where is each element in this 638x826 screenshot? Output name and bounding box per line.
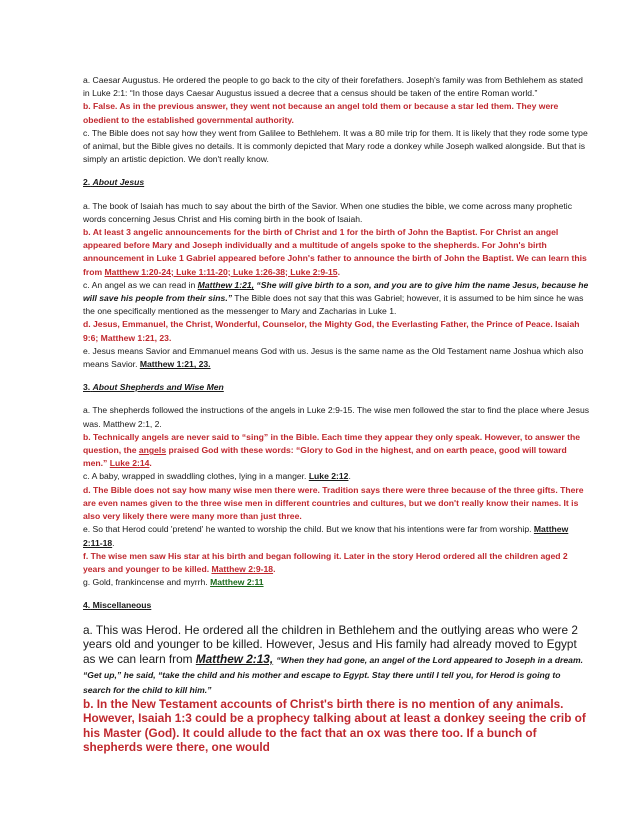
answer-3c-text: c. A baby, wrapped in swaddling clothes, lying in a manger. — [83, 471, 307, 482]
answer-3b-end: . — [149, 458, 152, 469]
answer-2d: d. Jesus, Emmanuel, the Christ, Wonderful, Counselor, the Mighty God, the Everlasting Father, the Prince of Peace. Isaiah 9:6; Matthew 1:21, 23. — [83, 319, 580, 343]
answer-2c-pre: c. An angel as we can read in — [83, 279, 196, 290]
answer-2e-text: e. Jesus means Savior and Emmanuel means God with us. Jesus is the same name as the Old Testament name Joshua which also means Savior. — [83, 345, 584, 370]
section-2-heading — [83, 176, 590, 189]
answer-3b-ref[interactable]: Luke 2:14 — [109, 458, 150, 469]
answer-3f-end: . — [273, 563, 276, 574]
section-4-number: 4. — [83, 600, 91, 611]
answer-2b-end: . — [337, 266, 340, 277]
answer-3f-text: f. The wise men saw His star at his birth and began following it. Later in the story Herod ordered all the children aged 2 years and younger to be killed. — [83, 550, 568, 574]
section-4-heading — [83, 599, 590, 612]
section-2-title: About Jesus — [92, 177, 145, 188]
section-3-heading — [83, 381, 590, 394]
answer-3g-text: g. Gold, frankincense and myrrh. — [83, 577, 208, 588]
answer-2c-ref[interactable]: Matthew 1:21, — [197, 279, 255, 290]
section-4-title: Miscellaneous — [92, 600, 152, 611]
answer-3e-end: . — [112, 537, 115, 548]
answer-2b-refs[interactable]: Matthew 1:20-24; Luke 1:11-20; Luke 1:26-38; Luke 2:9-15 — [104, 266, 338, 277]
answer-3c-ref[interactable]: Luke 2:12 — [308, 471, 349, 482]
answer-2c-post: The Bible does not say that this was Gabriel; however, it is assumed to be him since he was the one specifically mentioned as the messenger to Mary and Zacharias in Luke 1. — [83, 293, 584, 317]
answer-1c: c. The Bible does not say how they went from Galilee to Bethlehem. It was a 80 mile trip for them. It is likely that they rode some type of animal, but the Bible gives no details. It is commonly depicted that Mary rode a donkey while Joseph walked alongside. But that is simply an artistic depiction. We don't really know. — [83, 127, 588, 165]
answer-3f-ref[interactable]: Matthew 2:9-18 — [211, 563, 274, 574]
answer-3e-ref[interactable]: Matthew 2:11-18 — [83, 524, 569, 548]
answer-3c-end: . — [348, 471, 351, 482]
answer-3e — [83, 523, 590, 549]
answer-4a-text: a. This was Herod. He ordered all the children in Bethlehem and the outlying areas who were 2 years old and younger to be killed. However, Jesus and His family had already moved to Egypt as we can learn from — [83, 622, 578, 666]
answer-3e-text: e. So that Herod could 'pretend' he wanted to worship the child. But we know that his intentions were far from worship. — [83, 524, 532, 535]
answer-1a: a. Caesar Augustus. He ordered the people to go back to the city of their forefathers. Joseph's family was from Bethlehem as stated in Luke 2:1: “In those days Caesar Augustus issued a decree that a census should be taken of the entire Roman world.” — [83, 75, 583, 99]
answer-4a — [83, 623, 590, 697]
answer-2b-text: b. At least 3 angelic announcements for the birth of Christ and 1 for the birth of John the Baptist. For Christ an angel appeared before Mary and Joseph individually and a multitude of angels spoke to the shepherds. For John's birth announcement in Luke 1 Gabriel appeared before John's father to announce the birth of John the Baptist. We can learn this from — [83, 227, 587, 277]
answer-2a: a. The book of Isaiah has much to say about the birth of the Savior. When one studies the bible, we come across many prophetic words concerning Jesus Christ and His coming birth in the book of Isaiah. — [83, 200, 573, 224]
answer-3g — [83, 576, 590, 589]
answer-3b-mid: praised God with these words: “Glory to God in the highest, and on earth peace, good will toward men.” — [83, 445, 567, 469]
answer-4a-quote: “When they had gone, an angel of the Lord appeared to Joseph in a dream. “Get up,” he said, “take the child and his mother and escape to Egypt. Stay there until I tell you, for Herod is going to search for the child to kill him.” — [83, 654, 583, 695]
answer-3b — [83, 431, 590, 471]
answer-3b-pre: b. Technically angels are never said to “sing” in the Bible. Each time they appear they only speak. However, to answer the question, the — [83, 431, 581, 456]
answer-2c-quote: “She will give birth to a son, and you are to give him the name Jesus, because he will save his people from their sins.” — [83, 279, 589, 304]
answer-3d: d. The Bible does not say how many wise men there were. Tradition says there were three because of the three gifts. There are even names given to the three wise men in different countries and cultures, but we don't really know their names. It is also very likely there were many more than just three. — [83, 484, 584, 522]
answer-2b — [83, 226, 590, 279]
answer-3g-ref[interactable]: Matthew 2:11 — [210, 577, 264, 588]
section-2-number: 2. — [83, 177, 91, 188]
section-3-number: 3. — [83, 382, 91, 393]
answer-2e — [83, 345, 590, 371]
answer-2c — [83, 279, 590, 319]
answer-2e-ref[interactable]: Matthew 1:21, 23. — [139, 359, 211, 370]
answer-3f — [83, 550, 590, 576]
answer-4b: b. In the New Testament accounts of Christ's birth there is no mention of any animals. However, Isaiah 1:3 could be a prophecy talking about at least a donkey seeing the crib of his Master (God). It could allude to the fact that an ox was there too. If a bunch of shepherds were there, one would — [83, 696, 586, 755]
section-3-title: About Shepherds and Wise Men — [92, 382, 224, 393]
answer-1b: b. False. As in the previous answer, they went not because an angel told them or because a star led them. They were obedient to the established governmental authority. — [83, 101, 559, 125]
answer-4a-ref[interactable]: Matthew 2:13, — [195, 651, 274, 666]
answer-3b-word: angels — [138, 445, 167, 456]
answer-3c — [83, 470, 590, 483]
answer-3a: a. The shepherds followed the instructions of the angels in Luke 2:9-15. The wise men followed the star to find the place where Jesus was. Matthew 2:1, 2. — [83, 405, 590, 429]
